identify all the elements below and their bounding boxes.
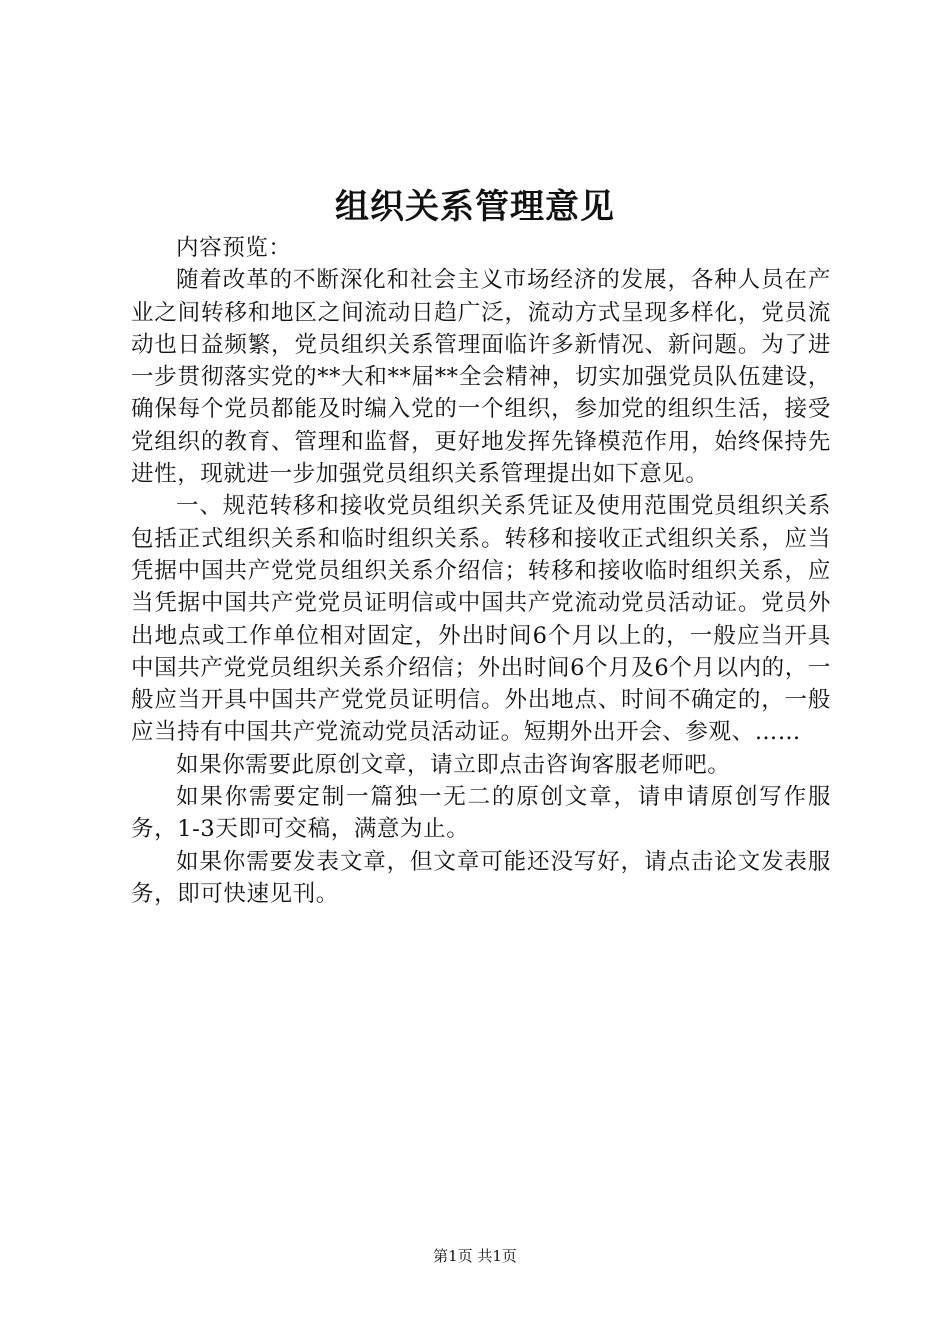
promo-custom-writing-text: 如果你需要定制一篇独一无二的原创文章，请申请原创写作服务，1-3天即可交稿，满意为止。 bbox=[131, 784, 831, 843]
promo-publish-text: 如果你需要发表文章，但文章可能还没写好，请点击论文发表服务，即可快速见刊。 bbox=[131, 848, 831, 907]
paragraph-intro: 随着改革的不断深化和社会主义市场经济的发展，各种人员在产业之间转移和地区之间流动日趋广泛，流动方式呈现多样化，党员流动也日益频繁，党员组织关系管理面临许多新情况、新问题。为了进一步贯彻落实党的**大和**届**全会精神，切实加强党员队伍建设，确保每个党员都能及时编入党的一个组织，参加党的组织生活，接受党组织的教育、管理和监督，更好地发挥先锋模范作用，始终保持先进性，现就进一步加强党员组织关系管理提出如下意见。 bbox=[131, 267, 831, 488]
preview-label: 内容预览： bbox=[176, 235, 292, 261]
paragraph-section-one: 一、规范转移和接收党员组织关系凭证及使用范围党员组织关系包括正式组织关系和临时组织关系。转移和接收正式组织关系，应当凭据中国共产党党员组织关系介绍信；转移和接收临时组织关系，应当凭据中国共产党党员证明信或中国共产党流动党员活动证。党员外出地点或工作单位相对固定，外出时间6个月以上的，一般应当开具中国共产党党员组织关系介绍信；外出时间6个月及6个月以内的，一般应当开具中国共产党党员证明信。外出地点、时间不确定的，一般应当持有中国共产党流动党员活动证。短期外出开会、参观、…… bbox=[131, 493, 831, 746]
page-number-footer: 第1页 共1页 bbox=[433, 1247, 517, 1265]
document-title: 组织关系管理意见 bbox=[335, 187, 615, 227]
promo-consult-text: 如果你需要此原创文章，请立即点击咨询客服老师吧。 bbox=[176, 751, 731, 778]
document-body bbox=[131, 232, 831, 910]
